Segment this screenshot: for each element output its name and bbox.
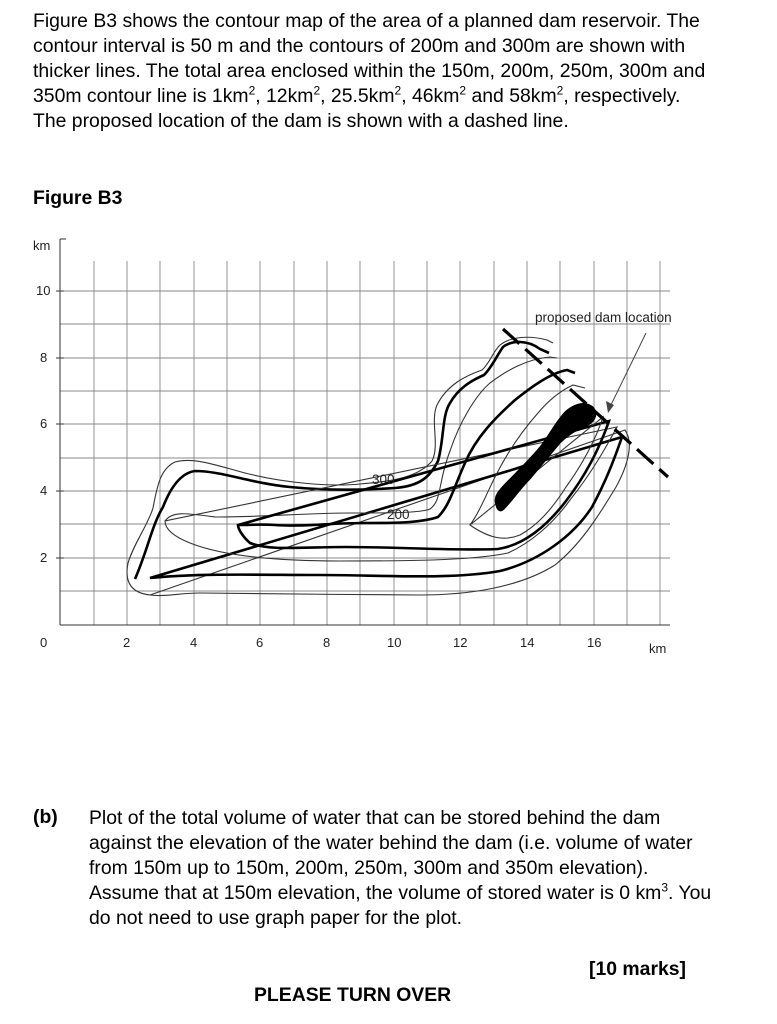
x-axis-unit: km [649,641,667,656]
dam-line [503,329,668,477]
x-tick-16: 16 [587,635,602,650]
question-text: Plot of the total volume of water that can be stored behind the dam against the elevation of the water behind the dam (i.e. volume of water from 150m up to 150m, 200m, 250m, 300m and 350m elevation). Assume that at 150m elevation, the volume of stored water is 0 $km^3$. You do not need to use graph paper for the plot. [89,807,712,929]
y-tick-8: 8 [40,350,48,365]
contour-label-300: 300 [372,472,395,487]
y-axis-unit: km [33,238,51,253]
y-tick-4: 4 [40,483,48,498]
dam-location-label: proposed dam location [535,310,672,325]
x-tick-4: 4 [190,635,198,650]
axes [56,239,670,625]
reservoir-core [495,404,596,511]
y-tick-10: 10 [36,283,51,298]
x-tick-0: 0 [40,635,48,650]
dam-annotation-arrow [606,333,646,413]
marks-label: [10 marks] [589,958,687,980]
x-tick-8: 8 [323,635,331,650]
x-tick-6: 6 [256,635,264,650]
y-tick-2: 2 [40,550,48,565]
x-tick-2: 2 [123,635,131,650]
intro-paragraph: Figure B3 shows the contour map of the area of a planned dam reservoir. The contour interval is 50 m and the contours of 200m and 300m are shown with thicker lines. The total area enclosed within the 150m, 200m, 250m, 300m and 350m contour line is $1km^2$, $12km^2$, $25.5km^2$, $46km^2$ and $58km^2$, respectively. The proposed location of the dam is shown with a dashed line. [33,10,706,132]
y-tick-6: 6 [40,416,48,431]
figure-title: Figure B3 [33,187,123,209]
question-label: (b) [33,806,58,828]
contour-map [0,225,777,675]
x-tick-14: 14 [520,635,535,650]
x-tick-12: 12 [453,635,468,650]
page-footer: PLEASE TURN OVER [254,984,452,1006]
x-tick-10: 10 [387,635,402,650]
contour-label-200: 200 [387,507,410,522]
